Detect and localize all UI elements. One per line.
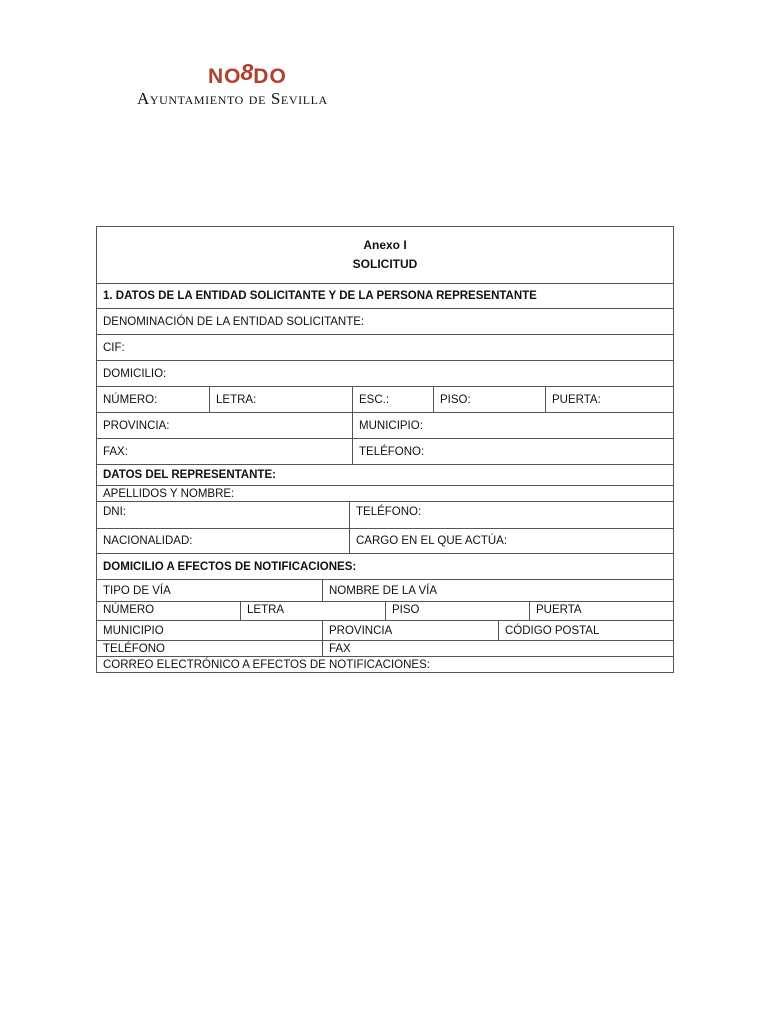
entity-name-field[interactable]: DENOMINACIÓN DE LA ENTIDAD SOLICITANTE: bbox=[103, 315, 365, 328]
logo-mark-eight: 8 bbox=[240, 59, 255, 85]
rep-name-row bbox=[97, 485, 673, 501]
rep-dni-field[interactable]: DNI: bbox=[103, 506, 126, 518]
notif-postal-field[interactable]: CÓDIGO POSTAL bbox=[498, 621, 673, 640]
cif-field[interactable]: CIF: bbox=[103, 341, 125, 354]
logo-mark bbox=[208, 59, 287, 90]
notif-municipality-field[interactable]: MUNICIPIO bbox=[103, 624, 164, 637]
letter-field[interactable]: LETRA: bbox=[209, 387, 352, 412]
application-form bbox=[96, 226, 674, 673]
rep-name-field[interactable]: APELLIDOS Y NOMBRE: bbox=[103, 487, 235, 500]
annex-label: Anexo I bbox=[363, 238, 407, 252]
logo-mark-left: NO bbox=[208, 65, 242, 88]
rep-phone-field[interactable]: TELÉFONO: bbox=[349, 502, 673, 528]
rep-section-row bbox=[97, 464, 673, 485]
street-name-field[interactable]: NOMBRE DE LA VÍA bbox=[322, 580, 673, 601]
notif-phone-row bbox=[97, 640, 673, 656]
notif-fax-field[interactable]: FAX bbox=[322, 641, 673, 656]
province-row bbox=[97, 412, 673, 438]
address-field[interactable]: DOMICILIO: bbox=[103, 367, 167, 380]
notif-email-row bbox=[97, 656, 673, 672]
street-row bbox=[97, 579, 673, 601]
fax-row bbox=[97, 438, 673, 464]
notif-email-field[interactable]: CORREO ELECTRÓNICO A EFECTOS DE NOTIFICACIONES: bbox=[103, 658, 430, 671]
notif-number-row bbox=[97, 601, 673, 620]
street-type-field[interactable]: TIPO DE VÍA bbox=[103, 584, 171, 597]
fax-field[interactable]: FAX: bbox=[103, 445, 128, 458]
province-field[interactable]: PROVINCIA: bbox=[103, 419, 170, 432]
number-field[interactable]: NÚMERO: bbox=[103, 393, 158, 406]
notif-section-row bbox=[97, 553, 673, 579]
stair-field[interactable]: ESC.: bbox=[352, 387, 433, 412]
rep-nationality-field[interactable]: NACIONALIDAD: bbox=[103, 535, 193, 547]
notif-phone-field[interactable]: TELÉFONO bbox=[103, 642, 165, 655]
rep-section-heading: DATOS DEL REPRESENTANTE: bbox=[103, 469, 276, 481]
rep-role-field[interactable]: CARGO EN EL QUE ACTÚA: bbox=[349, 529, 673, 553]
address-detail-row bbox=[97, 386, 673, 412]
notif-section-heading: DOMICILIO A EFECTOS DE NOTIFICACIONES: bbox=[103, 560, 357, 573]
notif-municipality-row bbox=[97, 620, 673, 640]
notif-number-field[interactable]: NÚMERO bbox=[103, 604, 155, 616]
form-title: SOLICITUD bbox=[352, 257, 418, 271]
logo-subtitle: Ayuntamiento de Sevilla bbox=[137, 89, 328, 108]
logo-mark-right: DO bbox=[253, 65, 287, 88]
phone-field[interactable]: TELÉFONO: bbox=[352, 439, 673, 464]
door-field[interactable]: PUERTA: bbox=[545, 387, 673, 412]
entity-name-row bbox=[97, 308, 673, 334]
form-header bbox=[97, 227, 673, 283]
floor-field[interactable]: PISO: bbox=[433, 387, 545, 412]
notif-door-field[interactable]: PUERTA bbox=[529, 602, 673, 620]
notif-letter-field[interactable]: LETRA bbox=[240, 602, 385, 620]
rep-dni-row bbox=[97, 501, 673, 528]
notif-province-field[interactable]: PROVINCIA bbox=[322, 621, 498, 640]
section1-row bbox=[97, 283, 673, 308]
cif-row bbox=[97, 334, 673, 360]
section1-heading: 1. DATOS DE LA ENTIDAD SOLICITANTE Y DE LA PERSONA REPRESENTANTE bbox=[103, 290, 537, 302]
municipality-field[interactable]: MUNICIPIO: bbox=[352, 413, 673, 438]
rep-nationality-row bbox=[97, 528, 673, 553]
form-header-row bbox=[97, 227, 673, 283]
notif-floor-field[interactable]: PISO bbox=[385, 602, 529, 620]
address-row bbox=[97, 360, 673, 386]
